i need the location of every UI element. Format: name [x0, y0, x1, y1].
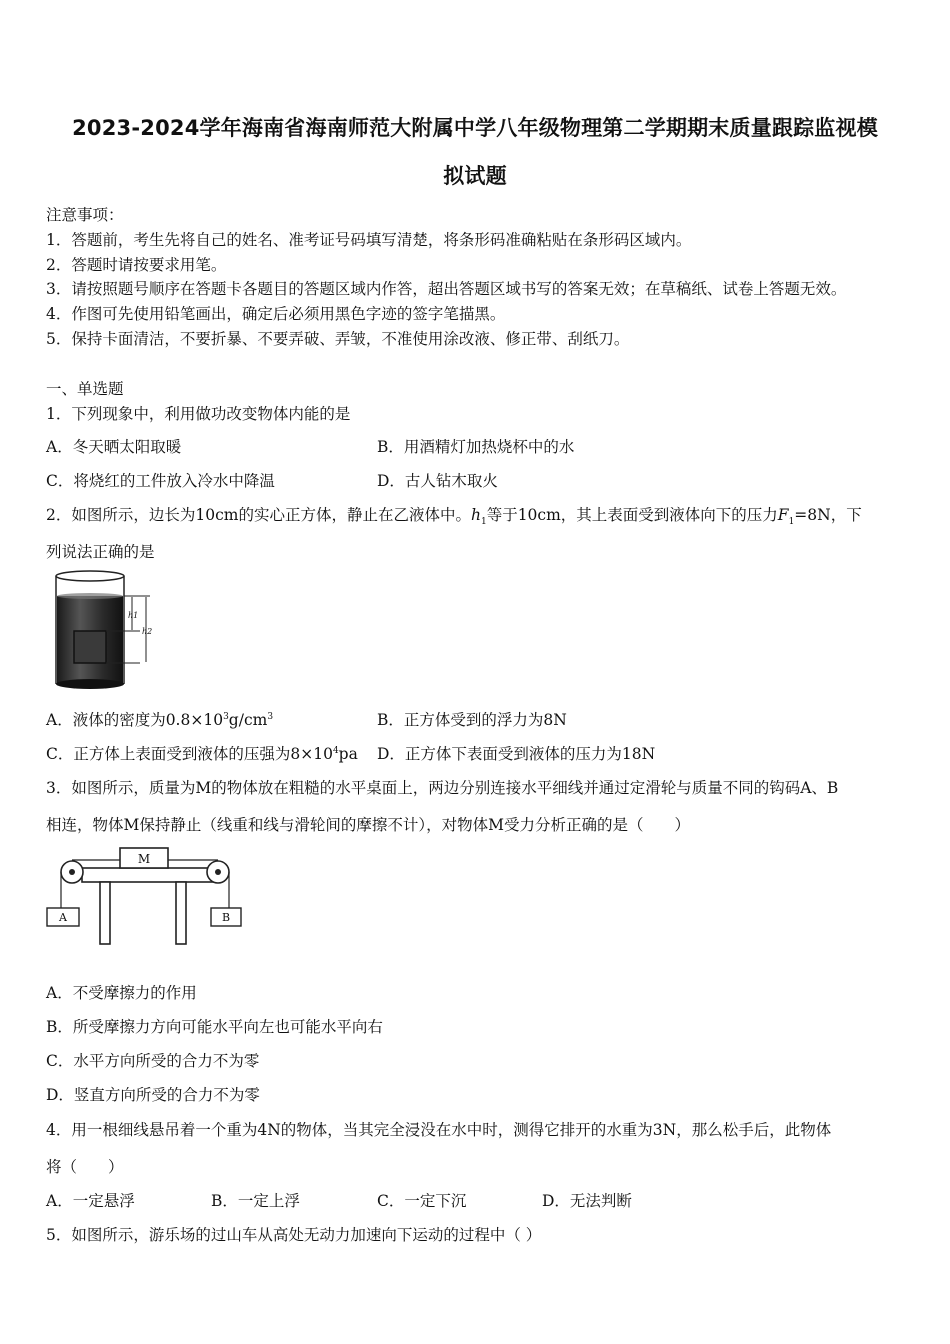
- q2-stem-part-a: 2．如图所示，边长为10cm的实心正方体，静止在乙液体中。: [46, 506, 471, 524]
- q2-f-sub: 1: [788, 517, 795, 528]
- cube: [74, 631, 106, 663]
- q2-option-d: D．正方体下表面受到液体的压力为18N: [377, 745, 656, 763]
- q1-stem: 1．下列现象中，利用做功改变物体内能的是: [46, 405, 351, 423]
- q4-option-d: D．无法判断: [542, 1192, 632, 1210]
- block-m-label: M: [137, 852, 151, 866]
- section-heading: 一、单选题: [46, 380, 124, 398]
- weight-a-label: A: [59, 911, 67, 924]
- q4-option-b: B．一定上浮: [211, 1192, 300, 1210]
- q3-option-d: D．竖直方向所受的合力不为零: [46, 1086, 260, 1104]
- q1-option-d: D．古人钻木取火: [377, 472, 498, 490]
- q2-option-a-sup1: 3: [223, 711, 229, 722]
- q1-option-c: C．将烧红的工件放入冷水中降温: [46, 472, 275, 490]
- notice-item-1: 1．答题前，考生先将自己的姓名、准考证号码填写清楚，将条形码准确粘贴在条形码区域内。: [46, 231, 692, 249]
- q3-stem-line2: 相连，物体M保持静止（线重和线与滑轮间的摩擦不计），对物体M受力分析正确的是（ ）: [46, 816, 690, 834]
- pulley-right-axle: [215, 869, 221, 875]
- q4-stem-line2: 将（ ）: [46, 1158, 124, 1176]
- q3-stem-line1: 3．如图所示，质量为M的物体放在粗糙的水平桌面上，两边分别连接水平细线并通过定滑轮与质量不同的钩码A、B: [46, 779, 839, 797]
- weight-b-label: B: [221, 911, 231, 924]
- table-leg-left: [100, 882, 110, 944]
- q3-pulley-figure: [44, 842, 248, 950]
- q2-option-a-part2: g/cm: [228, 711, 268, 729]
- liquid-surface: [57, 593, 123, 599]
- q1-option-a: A．冬天晒太阳取暖: [46, 438, 182, 456]
- q2-h-var: h: [470, 506, 481, 524]
- exam-title-line1: 2023-2024学年海南省海南师范大附属中学八年级物理第二学期期末质量跟踪监视模: [72, 116, 878, 140]
- q2-stem-part-c: =8N，下: [794, 506, 862, 524]
- q2-option-a: [46, 708, 273, 730]
- beaker-rim: [56, 571, 124, 581]
- pulley-left-axle: [69, 869, 75, 875]
- q2-option-c-sup: 4: [332, 745, 339, 756]
- q2-option-a-sup2: 3: [267, 711, 274, 722]
- q2-h-sub: 1: [480, 517, 487, 528]
- exam-title-line2: 拟试题: [443, 164, 507, 188]
- q2-stem-line1: [46, 503, 862, 528]
- q2-option-c-part2: pa: [338, 745, 358, 763]
- q4-option-a: A．一定悬浮: [46, 1192, 135, 1210]
- q2-option-c: [46, 742, 358, 764]
- q3-option-a: A．不受摩擦力的作用: [46, 984, 197, 1002]
- q2-stem-line2: 列说法正确的是: [46, 543, 155, 561]
- q2-stem-part-b: 等于10cm，其上表面受到液体向下的压力: [486, 506, 778, 524]
- q2-f-var: F: [777, 506, 789, 524]
- q4-option-c: C．一定下沉: [377, 1192, 467, 1210]
- q3-option-c: C．水平方向所受的合力不为零: [46, 1052, 260, 1070]
- fig-label-h1: h1: [128, 611, 139, 620]
- q2-option-a-part1: A．液体的密度为0.8×10: [46, 711, 224, 729]
- q3-option-b: B．所受摩擦力方向可能水平向左也可能水平向右: [46, 1018, 383, 1036]
- table-leg-right: [176, 882, 186, 944]
- q2-option-c-part1: C．正方体上表面受到液体的压强为8×10: [46, 745, 333, 763]
- table-top: [82, 868, 214, 882]
- notice-item-3: 3．请按照题号顺序在答题卡各题目的答题区域内作答，超出答题区域书写的答案无效；在草稿纸、试卷上答题无效。: [46, 280, 847, 298]
- q1-option-b: B．用酒精灯加热烧杯中的水: [377, 438, 575, 456]
- fig-label-h2: h2: [142, 627, 153, 636]
- beaker-base: [56, 679, 124, 689]
- q2-beaker-figure: [48, 568, 160, 696]
- q2-option-b: B．正方体受到的浮力为8N: [377, 711, 567, 729]
- notice-item-4: 4．作图可先使用铅笔画出，确定后必须用黑色字迹的签字笔描黑。: [46, 305, 506, 323]
- q4-stem-line1: 4．用一根细线悬吊着一个重为4N的物体，当其完全浸没在水中时，测得它排开的水重为3N，那么松手后，此物体: [46, 1121, 832, 1139]
- q5-stem: 5．如图所示，游乐场的过山车从高处无动力加速向下运动的过程中（ ）: [46, 1226, 542, 1244]
- notice-heading: 注意事项：: [46, 206, 124, 224]
- notice-item-5: 5．保持卡面清洁，不要折暴、不要弄破、弄皱，不准使用涂改液、修正带、刮纸刀。: [46, 330, 630, 348]
- notice-item-2: 2．答题时请按要求用笔。: [46, 256, 227, 274]
